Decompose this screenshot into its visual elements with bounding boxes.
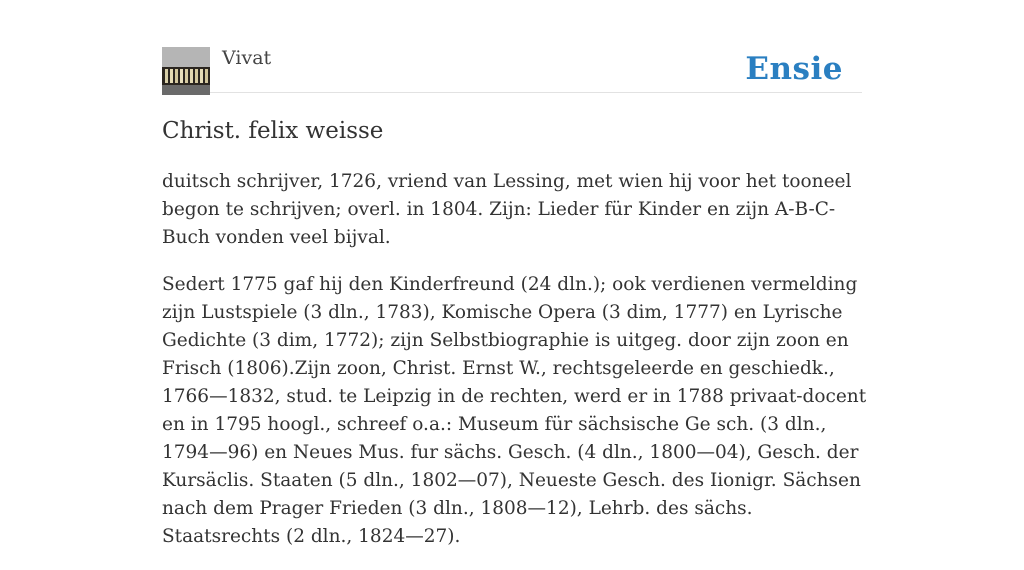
header <box>162 46 862 93</box>
entry-paragraph: Sedert 1775 gaf hij den Kinderfreund (24 dln.); ook verdienen vermelding zijn Lustspiele (3 dln., 1783), Komische Opera (3 dim, 1777) en Lyrische Gedichte (3 dim, 1772); zijn Selbstbiographie is uitgeg. door zijn zoon en Frisch (1806).Zijn zoon, Christ. Ernst W., rechtsgeleerde en geschiedk., 1766—1832, stud. te Leipzig in de rechten, werd er in 1788 privaat-docent en in 1795 hoogl., schreef o.a.: Museum für sächsische Ge sch. (3 dln., 1794—96) en Neues Mus. fur sächs. Gesch. (4 dln., 1800—04), Gesch. der Kursäclis. Staaten (5 dln., 1802—07), Neueste Gesch. des Iionigr. Sächsen nach dem Prager Frieden (3 dln., 1808—12), Lehrb. des sächs. Staatsrechts (2 dln., 1824—27). <box>162 274 867 547</box>
books-avatar-image <box>162 47 210 95</box>
brand-logo[interactable]: Ensie <box>745 51 843 87</box>
avatar[interactable] <box>162 47 210 95</box>
author-name[interactable]: Vivat <box>222 47 272 69</box>
entry-body <box>162 168 867 570</box>
entry-title: Christ. felix weisse <box>162 118 384 144</box>
entry-paragraph: duitsch schrijver, 1726, vriend van Lessing, met wien hij voor het tooneel begon te schrijven; overl. in 1804. Zijn: Lieder für Kinder en zijn A-B-C-Buch vonden veel bijval. <box>162 171 852 248</box>
